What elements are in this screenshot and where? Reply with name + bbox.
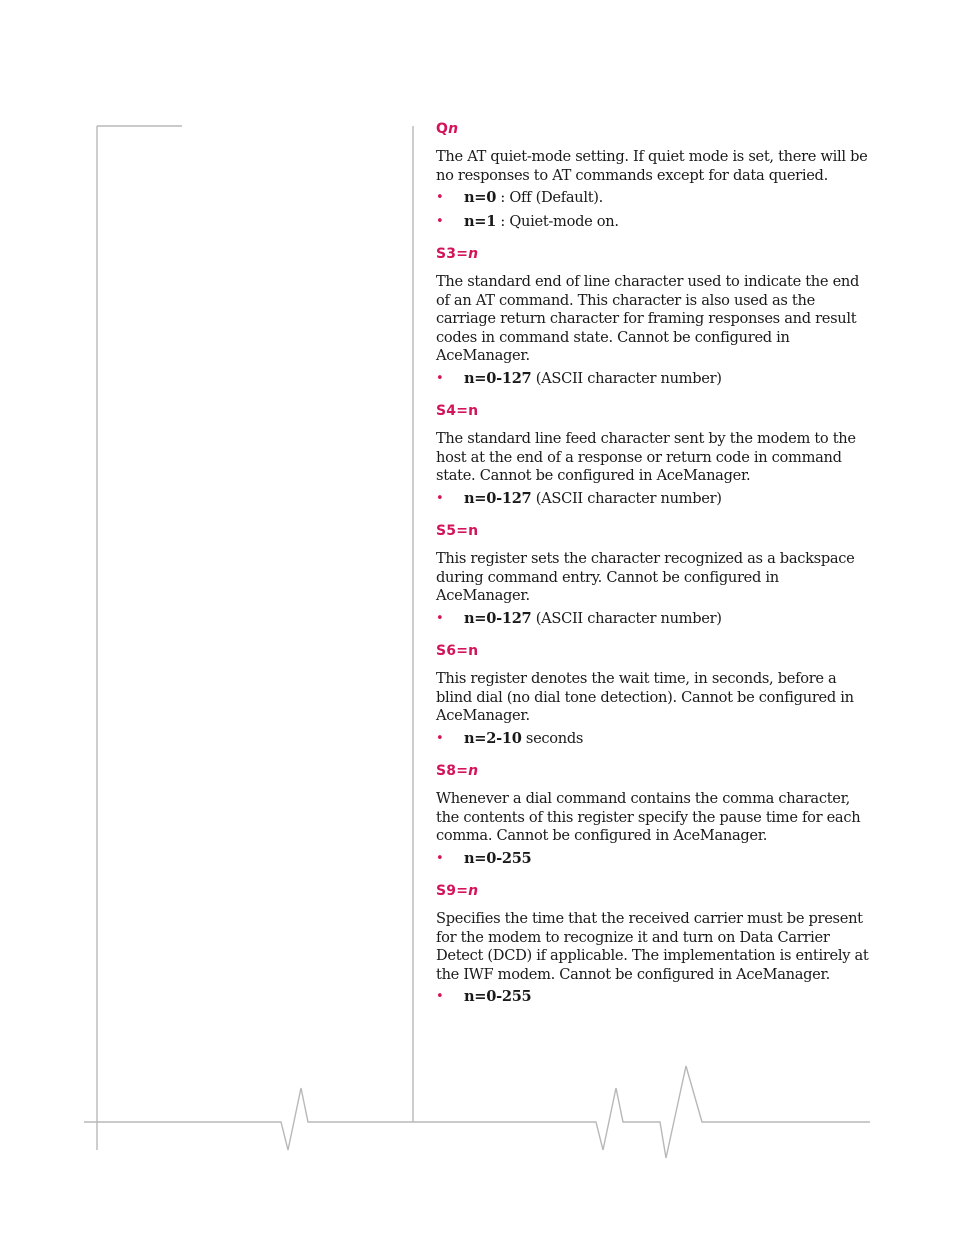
value-description: (ASCII character number) — [531, 489, 722, 507]
register-heading-variable: n — [468, 883, 479, 899]
bullet-icon: • — [436, 850, 444, 866]
value-description: (ASCII character number) — [531, 609, 722, 627]
register-heading-prefix: S3= — [436, 246, 469, 262]
register-heading-variable: n — [468, 246, 479, 262]
register-heading-prefix: Q — [436, 121, 449, 137]
value-range: n=0-127 — [464, 489, 532, 507]
bullet-icon: • — [436, 490, 444, 506]
register-description: The AT quiet-mode setting. If quiet mode is set, there will be no responses to AT commands except for data queried. — [436, 148, 868, 184]
value-description: : Off (Default). — [496, 189, 603, 206]
register-description: This register denotes the wait time, in seconds, before a blind dial (no dial tone detection). Cannot be configured in AceManager. — [436, 670, 854, 724]
value-range: n=0-255 — [464, 849, 532, 867]
bullet-icon: • — [436, 370, 444, 386]
register-heading-prefix: S6=n — [436, 643, 479, 659]
register-description: The standard line feed character sent by the modem to the host at the end of a response or return code in command state. Cannot be configured in AceManager. — [436, 430, 856, 484]
bullet-icon: • — [436, 213, 444, 229]
bullet-list-item — [436, 370, 871, 389]
bullet-icon: • — [436, 610, 444, 626]
register-section — [436, 120, 871, 231]
register-section — [436, 762, 871, 868]
bullet-list-item — [436, 490, 871, 509]
register-description: This register sets the character recognized as a backspace during command entry. Cannot be configured in AceManager. — [436, 550, 855, 604]
bullet-list-item — [436, 213, 871, 232]
value-range: n=1 — [464, 212, 497, 230]
bullet-list-item — [436, 610, 871, 629]
register-heading-prefix: S9= — [436, 883, 469, 899]
register-heading — [436, 402, 871, 420]
bullet-icon: • — [436, 190, 444, 205]
value-range: n=2-10 — [464, 729, 522, 747]
register-heading-variable: n — [468, 763, 479, 779]
value-range: n=0-127 — [464, 609, 532, 627]
value-description: seconds — [521, 729, 584, 747]
register-heading-prefix: S5=n — [436, 523, 479, 539]
register-description: The standard end of line character used to indicate the end of an AT command. This character is also used as the carriage return character for framing responses and result codes in command state. Cannot be configured in AceManager. — [436, 273, 860, 364]
register-heading — [436, 120, 871, 138]
value-description: : Quiet-mode on. — [496, 212, 619, 230]
bullet-list-item — [436, 189, 871, 208]
register-heading — [436, 762, 871, 780]
register-reference-content — [436, 120, 871, 1021]
register-heading — [436, 882, 871, 900]
register-description: Specifies the time that the received carrier must be present for the modem to recognize it and turn on Data Carrier Detect (DCD) if applicable. The implementation is entirely at the IWF modem. Cannot be configured in AceManager. — [436, 910, 869, 983]
register-heading — [436, 245, 871, 263]
value-range: n=0-255 — [464, 988, 532, 1005]
register-heading-variable: n — [448, 121, 459, 137]
bullet-list-item — [436, 730, 871, 749]
register-section — [436, 882, 871, 1007]
bullet-list-item — [436, 988, 871, 1007]
bullet-icon: • — [436, 730, 444, 746]
register-heading — [436, 642, 871, 660]
register-heading-prefix: S8= — [436, 763, 469, 779]
register-heading-prefix: S4=n — [436, 403, 479, 419]
bottom-waveform-rule — [84, 1066, 870, 1158]
value-description: (ASCII character number) — [531, 369, 722, 387]
register-section — [436, 642, 871, 748]
register-description: Whenever a dial command contains the comma character, the contents of this register specify the pause time for each comma. Cannot be configured in AceManager. — [436, 790, 861, 844]
register-heading — [436, 522, 871, 540]
value-range: n=0-127 — [464, 369, 532, 387]
register-section — [436, 522, 871, 628]
bullet-icon: • — [436, 989, 444, 1004]
register-section — [436, 245, 871, 388]
bullet-list-item — [436, 850, 871, 869]
register-section — [436, 402, 871, 508]
value-range: n=0 — [464, 189, 497, 206]
